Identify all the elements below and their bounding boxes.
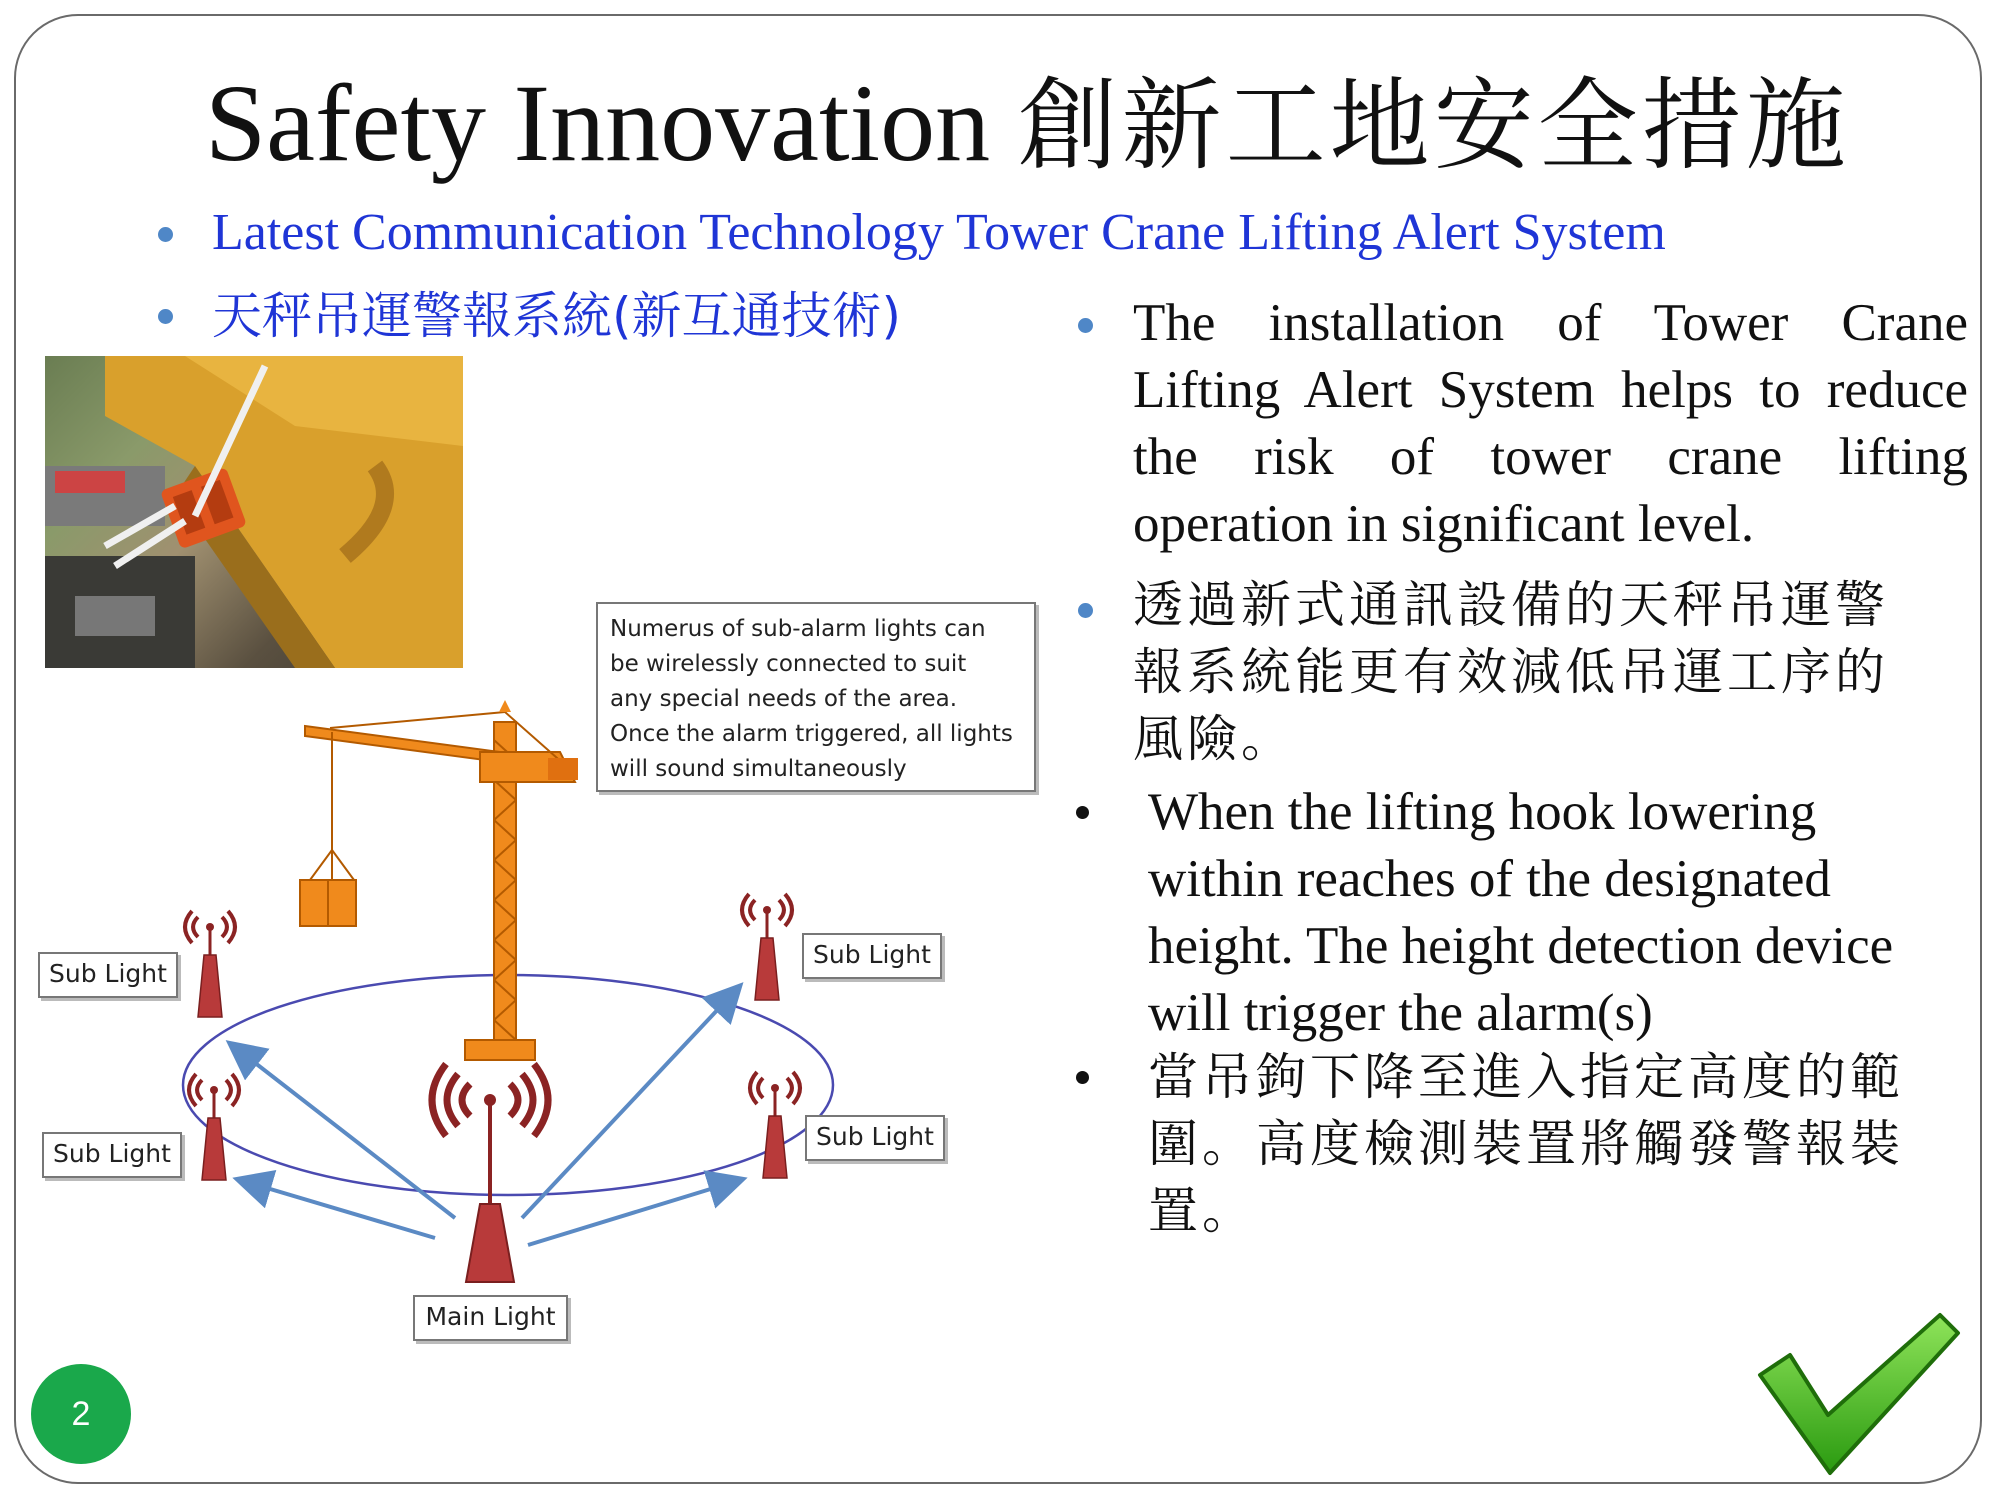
text-line: 置。	[1148, 1182, 1256, 1240]
bullet-dot	[1078, 603, 1093, 618]
sub-light-label: Sub Light	[805, 1115, 945, 1161]
sub-light-icon	[750, 1072, 800, 1178]
callout-line: any special needs of the area.	[610, 686, 958, 712]
bullet-reduce-risk-en	[1133, 290, 1968, 558]
checkmark-icon	[1750, 1305, 1970, 1480]
main-light-icon	[432, 1064, 548, 1282]
sub-light-icon	[185, 911, 235, 1017]
tower-crane-icon	[300, 700, 578, 1060]
bullet-hook-trigger-en	[1148, 779, 1978, 1047]
bullet-dot	[1078, 318, 1093, 333]
bullet-dot	[1076, 806, 1089, 819]
sub-light-label: Sub Light	[42, 1132, 182, 1178]
callout-line: Once the alarm triggered, all lights	[610, 721, 1013, 747]
text-line: within reaches of the designated	[1148, 850, 1831, 908]
bullet-system-zh: 天秤吊運警報系統(新互通技術)	[212, 287, 902, 345]
text-line: the risk of tower crane lifting	[1133, 428, 1968, 486]
text-line: will trigger the alarm(s)	[1148, 984, 1653, 1042]
sub-light-label: Sub Light	[802, 933, 942, 979]
sub-light-label: Sub Light	[38, 952, 178, 998]
text-line: 當吊鉤下降至進入指定高度的範	[1148, 1048, 1904, 1106]
bullet-system-en: Latest Communication Technology Tower Crane Lifting Alert System	[212, 204, 1666, 261]
bullet-dot	[1076, 1071, 1089, 1084]
main-light-label: Main Light	[413, 1295, 568, 1341]
text-line: 透過新式通訊設備的天秤吊運警	[1133, 576, 1889, 634]
text-line: 圍。高度檢測裝置將觸發警報裝	[1148, 1115, 1904, 1173]
page-number-badge: 2	[31, 1364, 131, 1464]
bullet-reduce-risk-zh	[1133, 572, 1973, 773]
sub-light-icon	[742, 894, 792, 1000]
bullet-hook-trigger-zh	[1148, 1044, 1978, 1245]
text-line: height. The height detection device	[1148, 917, 1894, 975]
callout-line: Numerus of sub-alarm lights can	[610, 616, 986, 642]
text-line: 報系統能更有效減低吊運工序的	[1133, 643, 1889, 701]
text-line: The installation of Tower Crane	[1133, 294, 1968, 352]
callout-line: will sound simultaneously	[610, 756, 907, 782]
callout-line: be wirelessly connected to suit	[610, 651, 967, 677]
text-line: operation in significant level.	[1133, 495, 1755, 553]
title-en: Safety Innovation	[205, 62, 991, 184]
text-line: Lifting Alert System helps to reduce	[1133, 361, 1968, 419]
text-line: 風險。	[1133, 710, 1295, 768]
title-zh: 創新工地安全措施	[1017, 67, 1850, 184]
sub-light-icon	[189, 1074, 239, 1180]
text-line: When the lifting hook lowering	[1148, 783, 1817, 841]
